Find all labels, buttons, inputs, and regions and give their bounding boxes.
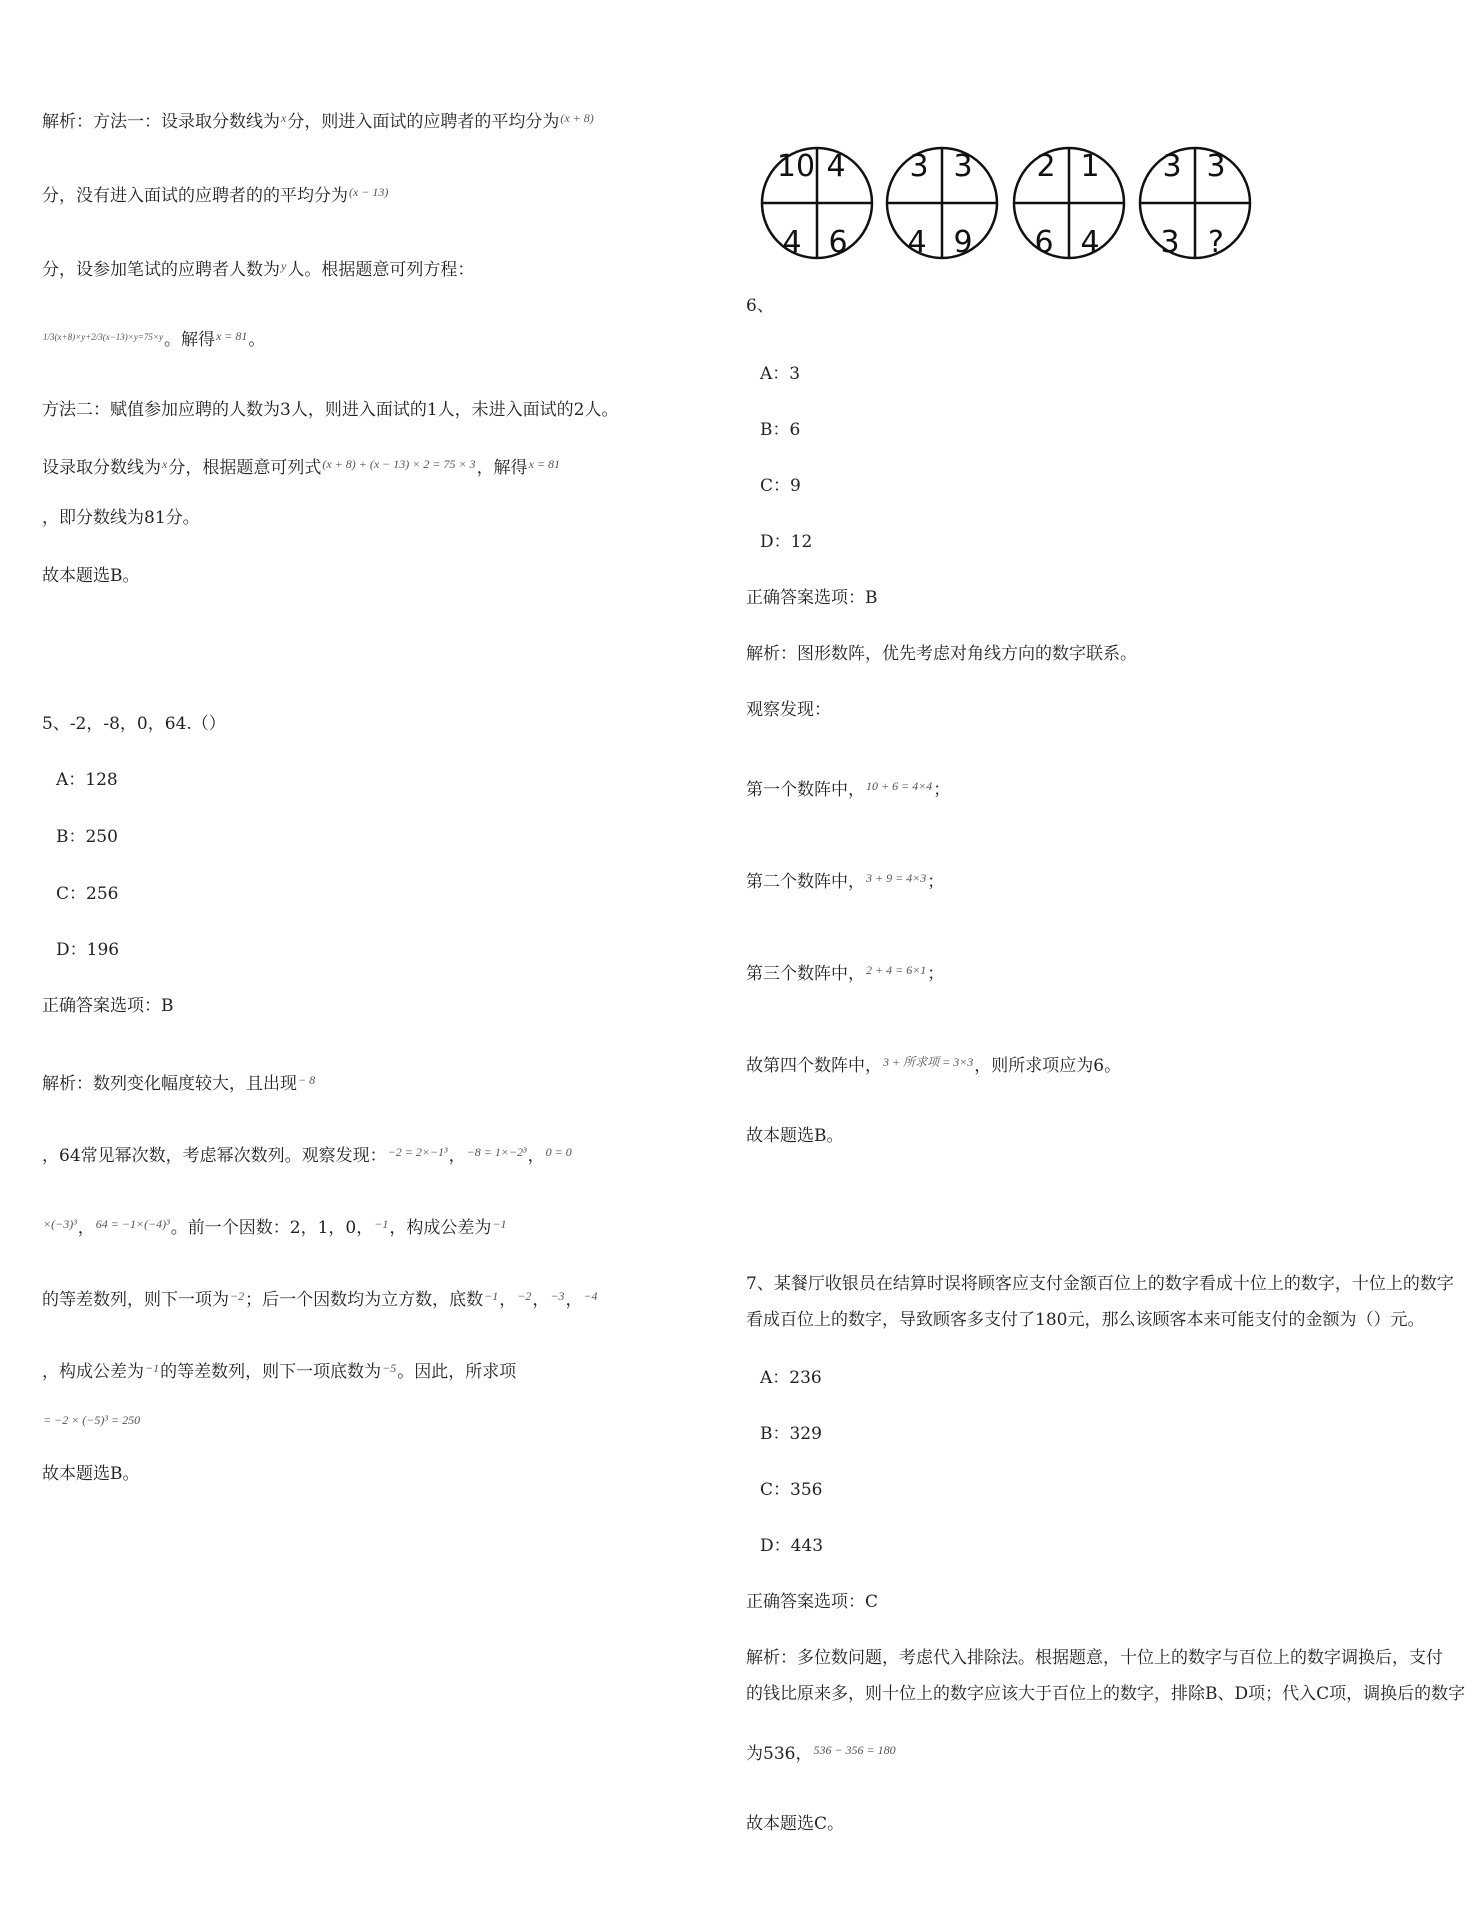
q7-answer: 正确答案选项：C: [746, 1592, 879, 1612]
math-expr: −1: [145, 1361, 160, 1375]
method2-line1: 方法二：赋值参加应聘的人数为3人，则进入面试的1人，未进入面试的2人。: [42, 400, 619, 420]
math-expr: −1: [374, 1217, 389, 1231]
math-expr: − 8: [298, 1073, 316, 1087]
q7-analysis-1: 解析：多位数问题，考虑代入排除法。根据题意，十位上的数字与百位上的数字调换后，支付: [746, 1648, 1443, 1668]
text: ，64常见幂次数，考虑幂次数列。观察发现：: [42, 1146, 387, 1166]
q6-analysis-4: [746, 866, 944, 894]
text: 。前一个因数：2，1，0，: [170, 1218, 374, 1238]
q7-conclusion: 故本题选C。: [746, 1814, 845, 1834]
circle-1-top-left: 10: [776, 149, 816, 184]
text: ；: [927, 872, 945, 892]
math-expr: 2 + 4 = 6×1: [866, 963, 927, 977]
math-expr: (x + 8) + (x − 13) × 2 = 75 × 3: [322, 457, 476, 471]
math-expr: 3 + 所求项 = 3×3: [883, 1055, 974, 1069]
text: 分，没有进入面试的应聘者的的平均分为: [42, 186, 348, 206]
text: 故第四个数阵中，: [746, 1056, 882, 1076]
text: 第三个数阵中，: [746, 964, 865, 984]
number-circles-figure: [762, 92, 1262, 314]
method1-line2: [42, 180, 389, 208]
q7-stem-line2: 看成百位上的数字，导致顾客多支付了180元，那么该顾客本来可能支付的金额为（）元。: [746, 1310, 1425, 1330]
math-expr: x = 81: [528, 457, 560, 471]
math-expr: −2 = 2×−1³: [387, 1145, 448, 1159]
q5-option-c: C：256: [56, 884, 119, 904]
text: ，: [448, 1146, 466, 1166]
circle-1-bottom-right: 6: [828, 225, 848, 260]
math-expr: −8 = 1×−2³: [466, 1145, 527, 1159]
math-expr: −1: [492, 1217, 507, 1231]
math-var: y: [281, 259, 287, 273]
math-expr: x = 81: [215, 329, 248, 343]
q5-option-a: A：128: [56, 770, 118, 790]
math-expr: 10 + 6 = 4×4: [866, 779, 933, 793]
q7-option-d: D：443: [760, 1536, 824, 1556]
circle-3-top-left: 2: [1036, 149, 1056, 184]
math-expr: ×(−3)³: [43, 1217, 77, 1231]
math-expr: −4: [583, 1289, 598, 1303]
text: ，构成公差为: [389, 1218, 492, 1238]
math-expr: 0 = 0: [545, 1145, 572, 1159]
circle-4: [1140, 148, 1250, 260]
text: ，构成公差为: [42, 1362, 144, 1382]
text: 第一个数阵中，: [746, 780, 865, 800]
q5-option-d: D：196: [56, 940, 120, 960]
q7-analysis-2: 的钱比原来多，则十位上的数字应该大于百位上的数字，排除B、D项；代入C项，调换后的数字: [746, 1684, 1465, 1704]
math-expr: −5: [382, 1361, 397, 1375]
circle-3-bottom-right: 4: [1080, 225, 1100, 260]
text: 解析：方法一：设录取分数线为: [42, 112, 280, 132]
q7-option-c: C：356: [760, 1480, 823, 1500]
math-expr: −3: [550, 1289, 565, 1303]
math-var: x: [281, 111, 287, 125]
text: 人。根据题意可列方程：: [287, 260, 475, 280]
text: 分，则进入面试的应聘者的平均分为: [287, 112, 560, 132]
text: 的等差数列，则下一项为: [42, 1290, 229, 1310]
circle-2-bottom-right: 9: [953, 225, 973, 260]
circle-3-top-right: 1: [1080, 149, 1100, 184]
q5-analysis-6: [42, 1408, 141, 1436]
text: 。因此，所求项: [397, 1362, 517, 1382]
circle-2: [887, 148, 997, 260]
math-expr: 64 = −1×(−4)³: [95, 1217, 170, 1231]
text: ，则所求项应为6。: [974, 1056, 1122, 1076]
q6-conclusion: 故本题选B。: [746, 1126, 844, 1146]
math-expr: −2: [517, 1289, 532, 1303]
q4-conclusion: 故本题选B。: [42, 566, 140, 586]
text: 的等差数列，则下一项底数为: [160, 1362, 382, 1382]
math-expr: (x + 8): [560, 111, 594, 125]
circle-1-bottom-left: 4: [782, 225, 802, 260]
text: 分，设参加笔试的应聘者人数为: [42, 260, 280, 280]
math-expr: 3 + 9 = 4×3: [866, 871, 927, 885]
circle-4-bottom-right: ?: [1208, 225, 1224, 260]
text: 第二个数阵中，: [746, 872, 865, 892]
circle-2-bottom-left: 4: [907, 225, 927, 260]
q6-stem: 6、: [746, 296, 774, 316]
circle-2-top-right: 3: [953, 149, 973, 184]
q6-option-a: A：3: [760, 364, 801, 384]
text: ，: [77, 1218, 95, 1238]
circle-4-top-left: 3: [1162, 149, 1182, 184]
method1-line1: [42, 106, 595, 134]
text: ，解得: [476, 458, 528, 478]
q6-option-c: C：9: [760, 476, 801, 496]
q6-analysis-1: 解析：图形数阵，优先考虑对角线方向的数字联系。: [746, 644, 1137, 664]
math-expr: −1: [484, 1289, 499, 1303]
text: ，: [565, 1290, 583, 1310]
q5-analysis-5: [42, 1356, 516, 1384]
circle-2-top-left: 3: [909, 149, 929, 184]
text: ；后一个因数均为立方数，底数: [245, 1290, 484, 1310]
circle-4-bottom-left: 3: [1160, 225, 1180, 260]
circle-4-top-right: 3: [1206, 149, 1226, 184]
q5-analysis-1: [42, 1068, 316, 1096]
q5-analysis-3: [42, 1212, 507, 1240]
text: ；: [927, 964, 945, 984]
math-equation: 1/3(x+8)×y+2/3(x−13)×y=75×y: [43, 332, 163, 342]
q5-conclusion: 故本题选B。: [42, 1464, 140, 1484]
text: 解析：数列变化幅度较大，且出现: [42, 1074, 297, 1094]
method1-equation: [42, 324, 265, 352]
method2-line2: [42, 452, 561, 480]
q7-analysis-3: [746, 1738, 897, 1766]
text: ，: [527, 1146, 545, 1166]
text: ，: [532, 1290, 550, 1310]
method1-line3: [42, 254, 474, 282]
text: 。: [248, 330, 266, 350]
q6-option-d: D：12: [760, 532, 813, 552]
q5-answer: 正确答案选项：B: [42, 996, 174, 1016]
circle-1-top-right: 4: [826, 149, 846, 184]
text: 设录取分数线为: [42, 458, 161, 478]
q6-option-b: B：6: [760, 420, 801, 440]
text: 为536，: [746, 1744, 813, 1764]
text: 。解得: [163, 330, 215, 350]
q6-analysis-6: [746, 1050, 1121, 1078]
math-expr: = −2 × (−5)³ = 250: [43, 1413, 141, 1427]
math-expr: (x − 13): [349, 185, 389, 199]
q5-stem: 5、-2，-8，0，64.（）: [42, 714, 226, 734]
q5-analysis-2: [42, 1140, 573, 1168]
q7-option-a: A：236: [760, 1368, 822, 1388]
circle-1: [762, 148, 872, 260]
q6-analysis-3: [746, 774, 950, 802]
text: 分，根据题意可列式: [168, 458, 322, 478]
circle-3-bottom-left: 6: [1034, 225, 1054, 260]
math-expr: −2: [230, 1289, 245, 1303]
q5-analysis-4: [42, 1284, 599, 1312]
method2-line3: ，即分数线为81分。: [42, 508, 200, 528]
q5-option-b: B：250: [56, 827, 118, 847]
q6-answer: 正确答案选项：B: [746, 588, 878, 608]
circle-3: [1014, 148, 1124, 260]
q6-analysis-2: 观察发现：: [746, 700, 831, 720]
q6-analysis-5: [746, 958, 944, 986]
math-var: x: [162, 457, 168, 471]
text: ，: [499, 1290, 517, 1310]
q7-option-b: B：329: [760, 1424, 822, 1444]
text: ；: [933, 780, 951, 800]
q7-stem-line1: 7、某餐厅收银员在结算时误将顾客应支付金额百位上的数字看成十位上的数字，十位上的数字: [746, 1274, 1454, 1294]
math-expr: 536 − 356 = 180: [813, 1743, 896, 1757]
